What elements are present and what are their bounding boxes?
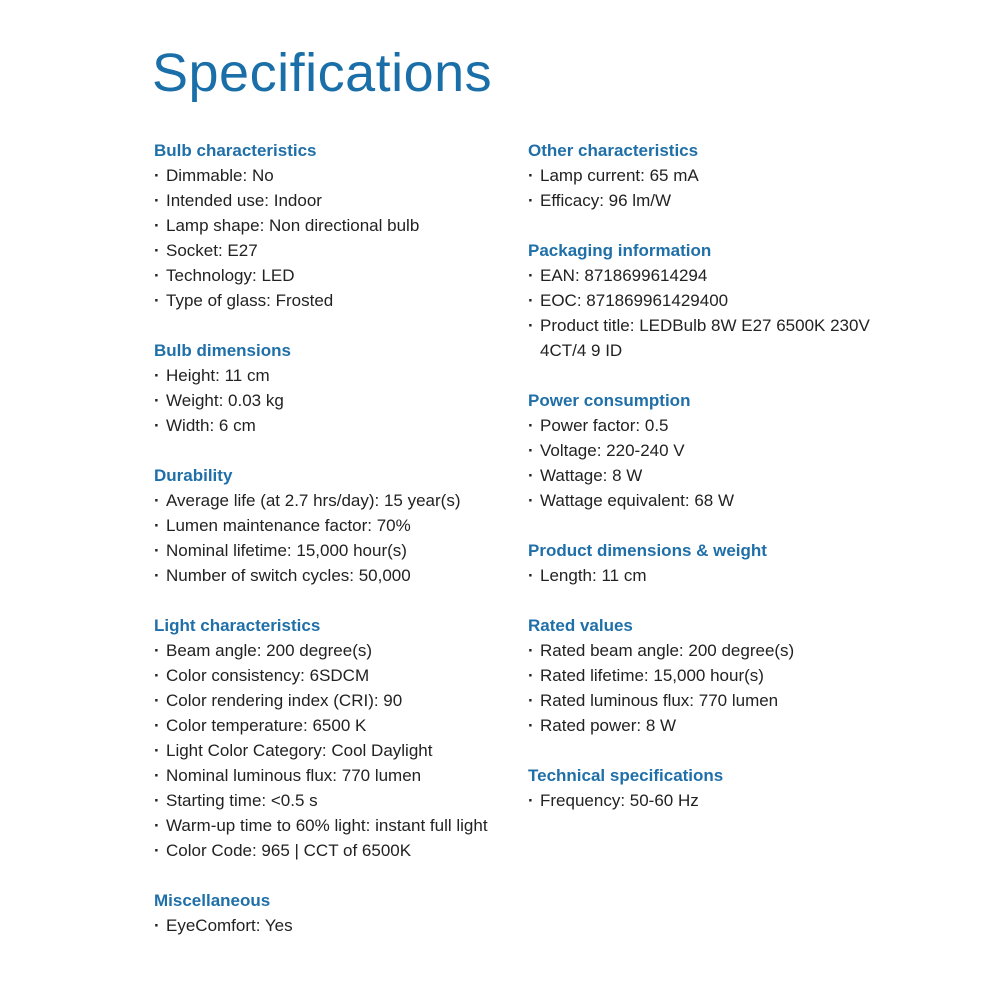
section-durability [154,463,524,588]
section-heading: Packaging information [528,241,712,260]
spec-item: · Rated power: 8 W [528,713,898,738]
section-heading: Power consumption [528,391,691,410]
section-bulb-dimensions [154,338,524,438]
spec-item: · Height: 11 cm [154,363,524,388]
spec-list [154,913,524,938]
spec-item: · Color rendering index (CRI): 90 [154,688,524,713]
spec-item: · Beam angle: 200 degree(s) [154,638,524,663]
spec-list [154,363,524,438]
spec-item: · Rated lifetime: 15,000 hour(s) [528,663,898,688]
spec-item: · Voltage: 220-240 V [528,438,898,463]
spec-list [528,263,898,363]
section-technical-specifications [528,763,898,813]
section-miscellaneous [154,888,524,938]
spec-item: · Weight: 0.03 kg [154,388,524,413]
spec-item: · Wattage: 8 W [528,463,898,488]
spec-list [528,563,898,588]
spec-item: · Light Color Category: Cool Daylight [154,738,524,763]
spec-item: · Nominal luminous flux: 770 lumen [154,763,524,788]
section-heading: Other characteristics [528,141,699,160]
section-other-characteristics [528,138,898,213]
spec-item: · Lamp shape: Non directional bulb [154,213,524,238]
spec-item: · Intended use: Indoor [154,188,524,213]
section-heading: Bulb characteristics [154,141,317,160]
spec-list [528,163,898,213]
section-heading: Rated values [528,616,633,635]
spec-item: · Wattage equivalent: 68 W [528,488,898,513]
spec-item: · Technology: LED [154,263,524,288]
section-heading: Light characteristics [154,616,321,635]
section-packaging-information [528,238,898,363]
section-product-dimensions-weight [528,538,898,588]
spec-item: · Color temperature: 6500 K [154,713,524,738]
spec-list [528,788,898,813]
spec-item: · Power factor: 0.5 [528,413,898,438]
spec-item: · EAN: 8718699614294 [528,263,898,288]
section-heading: Product dimensions & weight [528,541,767,560]
spec-item: · Rated beam angle: 200 degree(s) [528,638,898,663]
left-column [154,138,524,963]
spec-item: · Length: 11 cm [528,563,898,588]
spec-item: · EOC: 871869961429400 [528,288,898,313]
spec-item: · Lamp current: 65 mA [528,163,898,188]
spec-item: · Efficacy: 96 lm/W [528,188,898,213]
right-column [528,138,898,838]
section-heading: Miscellaneous [154,891,271,910]
spec-item: · Socket: E27 [154,238,524,263]
spec-item: · Dimmable: No [154,163,524,188]
spec-item: · Warm-up time to 60% light: instant full light [154,813,524,838]
spec-item: · Lumen maintenance factor: 70% [154,513,524,538]
spec-list [154,638,524,863]
spec-item: · Number of switch cycles: 50,000 [154,563,524,588]
section-heading: Bulb dimensions [154,341,291,360]
spec-item: · Average life (at 2.7 hrs/day): 15 year(s) [154,488,524,513]
section-light-characteristics [154,613,524,863]
spec-item: · Nominal lifetime: 15,000 hour(s) [154,538,524,563]
spec-list [528,638,898,738]
spec-item: · Product title: LEDBulb 8W E27 6500K 230V 4CT/4 9 ID [528,313,898,363]
page-title: Specifications [152,43,493,103]
section-power-consumption [528,388,898,513]
section-heading: Technical specifications [528,766,724,785]
spec-item: · Rated luminous flux: 770 lumen [528,688,898,713]
section-heading: Durability [154,466,233,485]
section-bulb-characteristics [154,138,524,313]
spec-item: · Color Code: 965 | CCT of 6500K [154,838,524,863]
spec-item: · Width: 6 cm [154,413,524,438]
spec-item: · Color consistency: 6SDCM [154,663,524,688]
section-rated-values [528,613,898,738]
spec-list [154,163,524,313]
spec-list [154,488,524,588]
spec-list [528,413,898,513]
spec-item: · Starting time: <0.5 s [154,788,524,813]
spec-item: · Frequency: 50-60 Hz [528,788,898,813]
spec-item: · Type of glass: Frosted [154,288,524,313]
spec-item: · EyeComfort: Yes [154,913,524,938]
